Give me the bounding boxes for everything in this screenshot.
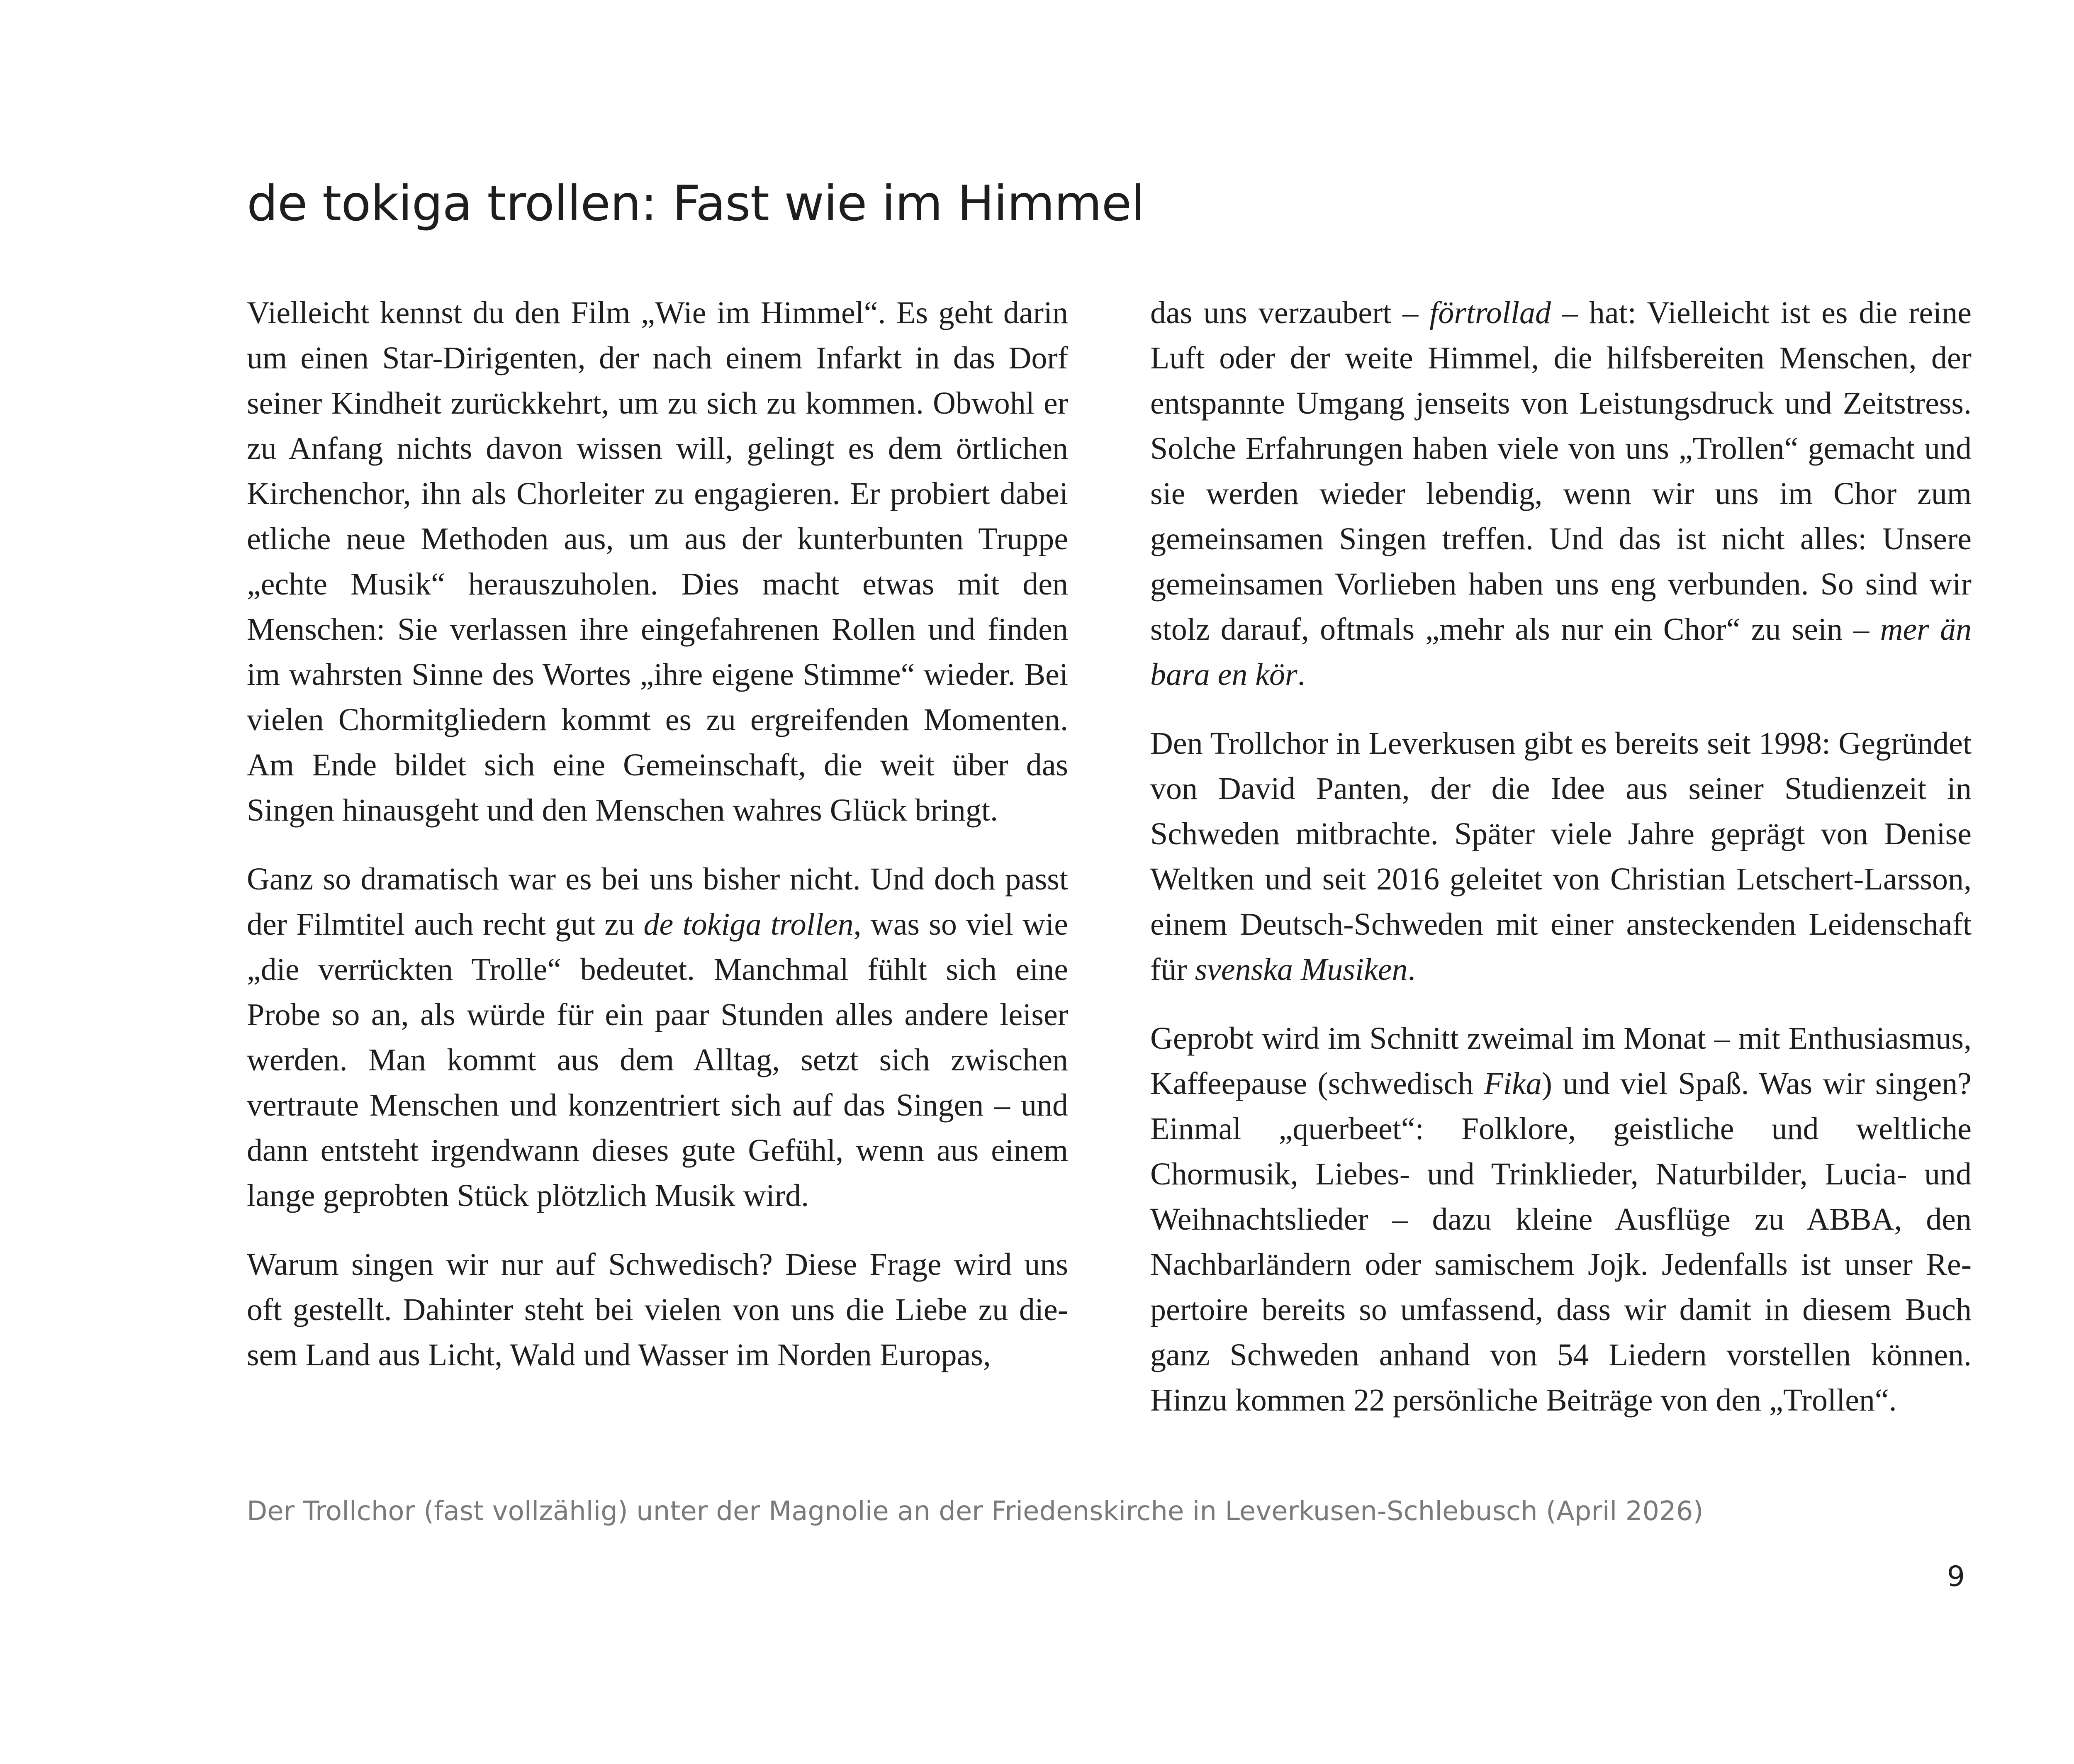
paragraph-enchanted-italic-1: förtrollad [1429, 295, 1551, 330]
paragraph-swedish: Warum singen wir nur auf Schwedisch? Diese Frage wird uns oft gestellt. Dahinter steht bei vielen von uns die Liebe zu diesem Land aus Licht, Wald und Wasser im Norden Europas, [247, 1247, 1068, 1372]
page-title-separator: : [640, 175, 657, 232]
paragraph-rehearsal-text-a: Geprobt wird im Schnitt zweimal im Monat – mit Enthusiasmus, Kaffeepause (schwedisch [1150, 1021, 1972, 1101]
page-title [247, 174, 1144, 233]
paragraph-dramatic-text-b: , was so viel wie „die verrückten Trolle“ bedeutet. Manchmal fühlt sich eine Probe so an, als würde für ein paar Stunden alles andere leiser werden. Man kommt aus dem Alltag, setzt sich zwischen vertraute Menschen und konzentriert sich auf das Singen – und dann entsteht irgendwann dieses gute Gefühl, wenn aus einem lange geprobten Stück plötzlich Musik wird. [247, 907, 1069, 1213]
paragraph-rehearsal [1150, 1016, 1972, 1423]
paragraph-film: Vielleicht kennst du den Film „Wie im Himmel“. Es geht darin um einen Star-Dirigenten, der nach einem Infarkt in das Dorf seiner Kindheit zurückkehrt, um zu sich zu kommen. Obwohl er zu Anfang nichts davon wissen will, gelingt es dem örtlichen Kirchenchor, ihn als Chorleiter zu engagieren. Er probiert dabei etliche neue Methoden aus, um aus der kunterbunten Truppe „echte Musik“ herauszuholen. Dies macht etwas mit den Menschen: Sie verlassen ihre eingefahrenen Rollen und finden im wahrsten Sinne des Wortes „ihre eigene Stimme“ wieder. Bei vielen Chormitgliedern kommt es zu ergreifenden Momenten. Am Ende bildet sich eine Gemeinschaft, die weit über das Singen hinausgeht und den Menschen wahres Glück bringt. [247, 295, 1068, 828]
paragraph-enchanted-text-b: – hat: Vielleicht ist es die reine Luft oder der weite Himmel, die hilfsbereiten Menschen, der entspannte Umgang jenseits von Leistungsdruck und Zeitstress. Solche Erfahrungen haben viele von uns „Trollen“ gemacht und sie werden wieder lebendig, wenn wir uns im Chor zum gemeinsamen Singen treffen. Und das ist nicht alles: Unsere gemeinsamen Vorlieben haben uns eng verbunden. So sind wir stolz darauf, oftmals „mehr als nur ein Chor“ zu sein – [1150, 295, 1972, 647]
page-title-part2: Fast wie im Himmel [657, 175, 1144, 232]
paragraph-history [1150, 721, 1972, 992]
paragraph-dramatic-italic: de tokiga trollen [643, 907, 854, 942]
right-column [1150, 290, 1972, 1423]
paragraph-rehearsal-italic: Fika [1484, 1066, 1542, 1101]
paragraph-history-text-b: . [1407, 952, 1416, 987]
paragraph-dramatic-text-a: Ganz so dramatisch war es bei uns bisher nicht. Und doch passt der Filmtitel auch recht gut zu [247, 862, 1068, 942]
page-title-part1: de tokiga trollen [247, 175, 641, 232]
paragraph-history-italic: svenska Musiken [1195, 952, 1408, 987]
page-number: 9 [1947, 1560, 1965, 1593]
photo-caption: Der Trollchor (fast vollzählig) unter der Magnolie an der Friedenskirche in Leverkusen-Schlebusch (April 2026) [247, 1496, 1704, 1527]
paragraph-enchanted [1150, 290, 1972, 697]
paragraph-enchanted-italic-2: mer än bara en kör [1150, 612, 1972, 692]
left-column [247, 290, 1068, 1378]
paragraph-enchanted-text-a: das uns verzaubert – [1150, 295, 1430, 330]
paragraph-rehearsal-text-b: ) und viel Spaß. Was wir singen? Einmal „querbeet“: Folklore, geistliche und weltliche Chormusik, Liebes- und Trinklieder, Naturbilder, Lucia- und Weihnachtslieder – dazu kleine Ausflüge zu ABBA, den Nachbarländern oder samischem Jojk. Jedenfalls ist unser Repertoire bereits so umfassend, dass wir damit in diesem Buch ganz Schweden anhand von 54 Liedern vorstellen können. Hinzu kommen 22 persönliche Beiträge von den „Trollen“. [1150, 1066, 1972, 1418]
paragraph-dramatic [247, 857, 1068, 1218]
paragraph-history-text-a: Den Trollchor in Leverkusen gibt es bereits seit 1998: Gegründet von David Panten, der die Idee aus seiner Studienzeit in Schweden mitbrachte. Später viele Jahre geprägt von Denise Weltken und seit 2016 geleitet von Christian Letschert-Larsson, einem Deutsch-Schweden mit einer ansteckenden Leidenschaft für [1150, 726, 1972, 987]
paragraph-enchanted-text-c: . [1297, 657, 1305, 692]
